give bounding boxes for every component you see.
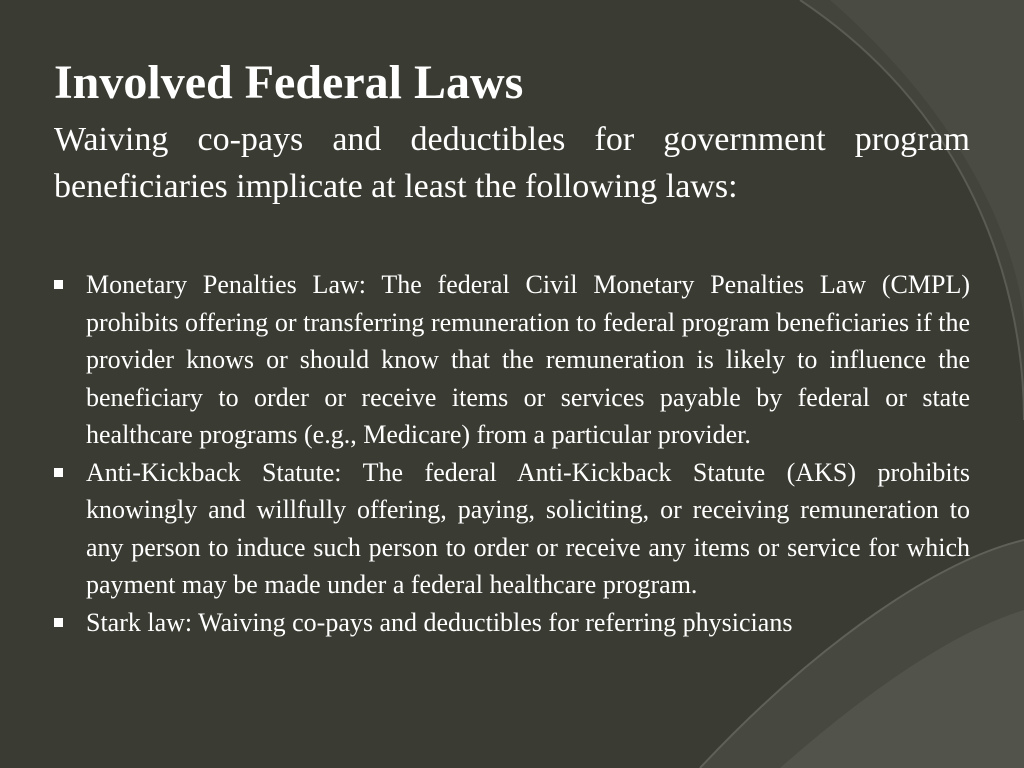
bullet-text: Stark law: Waiving co-pays and deductibles for referring physicians [86,607,793,637]
square-bullet-icon [54,468,63,477]
bullet-text: Monetary Penalties Law: The federal Civil Monetary Penalties Law (CMPL) prohibits offering or transferring remuneration to federal program beneficiaries if the provider knows or should know that the remuneration is likely to influence the beneficiary to order or receive items or services payable by federal or state healthcare programs (e.g., Medicare) from a particular provider. [86,270,970,449]
slide-title: Involved Federal Laws [54,56,524,109]
bullet-text: Anti-Kickback Statute: The federal Anti-Kickback Statute (AKS) prohibits knowingly and willfully offering, paying, soliciting, or receiving remuneration to any person to induce such person to order or receive any items or service for which payment may be made under a federal healthcare program. [86,457,970,599]
bullet-item-aks [54,454,970,604]
slide-content [54,52,970,641]
bullet-list [54,266,970,641]
bullet-item-cmpl [54,266,970,454]
square-bullet-icon [54,618,63,627]
bullet-item-stark [54,604,970,642]
square-bullet-icon [54,280,63,289]
intro-paragraph: Waiving co-pays and deductibles for government program beneficiaries implicate at least the following laws: [54,121,970,205]
